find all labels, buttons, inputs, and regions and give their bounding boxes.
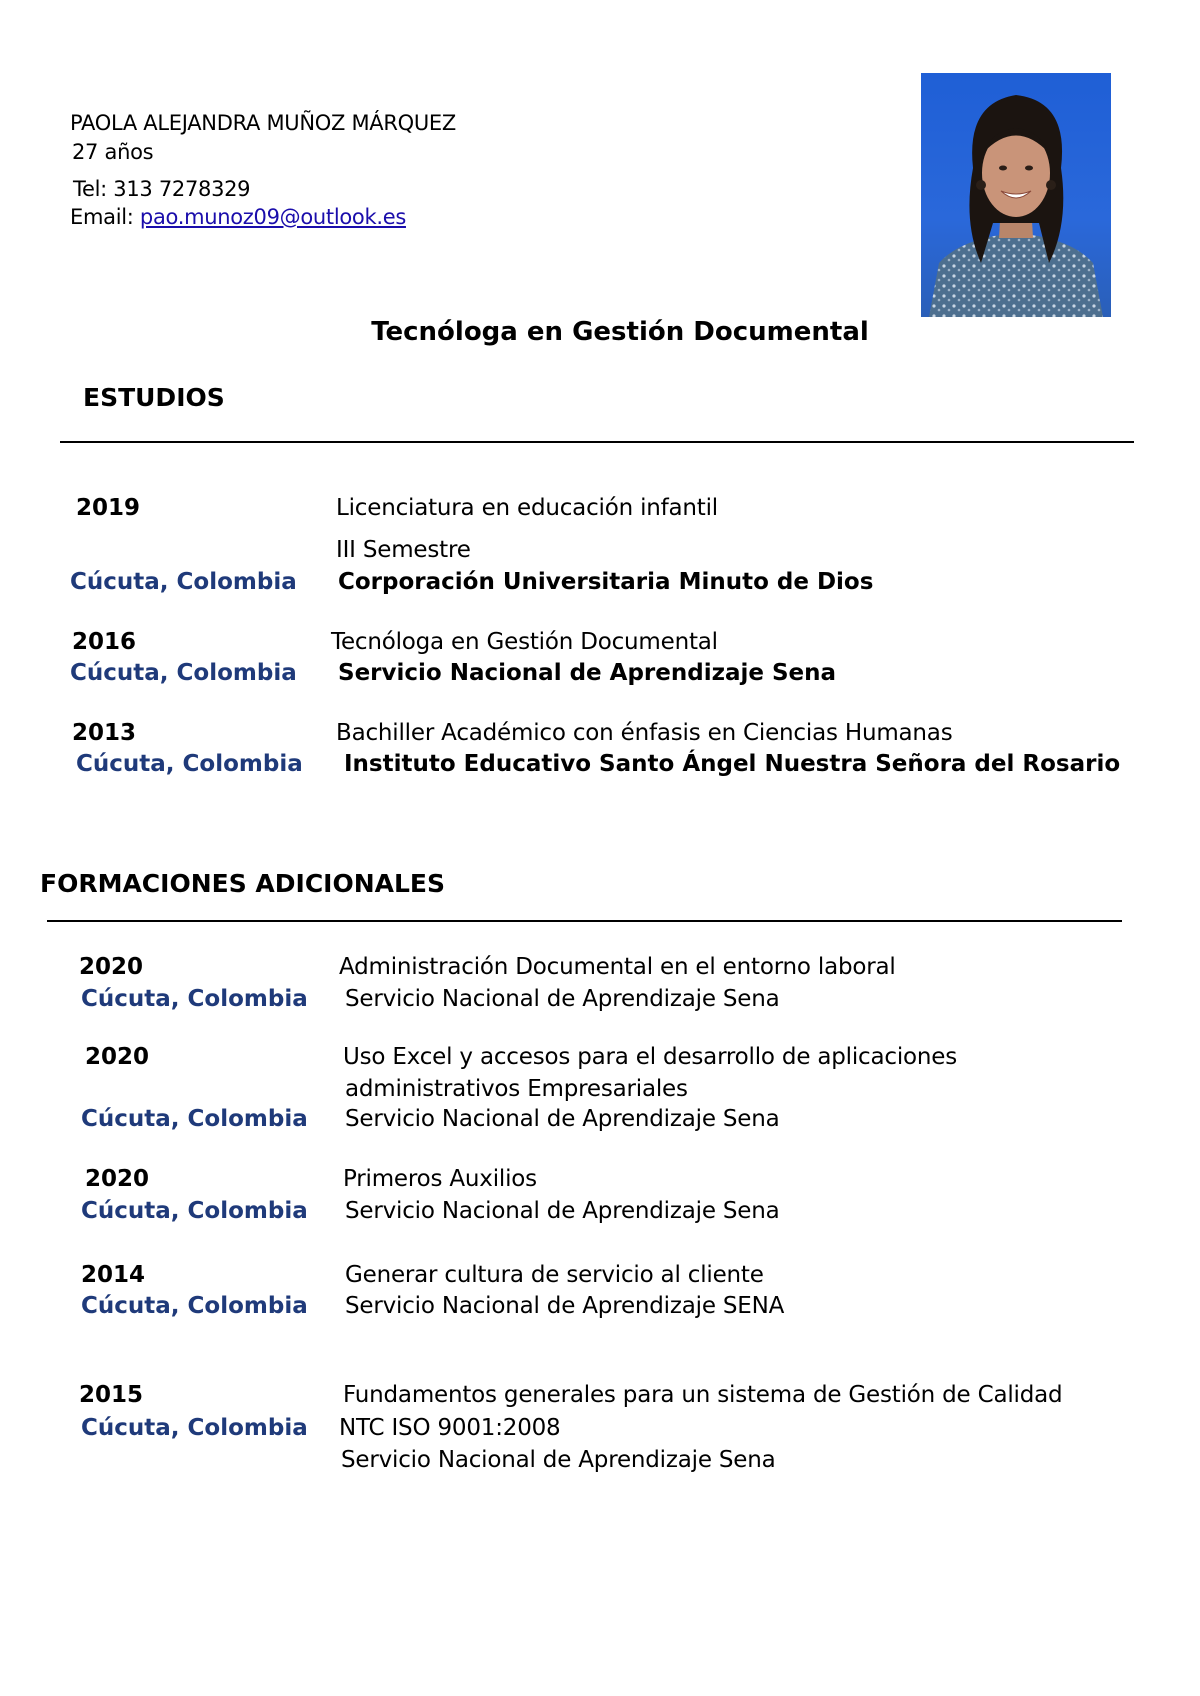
formacion-institution: Servicio Nacional de Aprendizaje Sena <box>345 1198 780 1224</box>
estudio-institution: Instituto Educativo Santo Ángel Nuestra Señora del Rosario <box>344 751 1121 777</box>
section-divider <box>60 441 1134 443</box>
formacion-city: Cúcuta, Colombia <box>81 986 308 1012</box>
estudio-year: 2019 <box>76 495 141 521</box>
formacion-city: Cúcuta, Colombia <box>81 1293 308 1319</box>
email-link[interactable]: pao.munoz09@outlook.es <box>139 205 406 229</box>
estudio-year: 2013 <box>72 720 137 746</box>
formacion-course-line2: NTC ISO 9001:2008 <box>339 1415 561 1441</box>
formacion-year: 2020 <box>85 1044 150 1070</box>
applicant-age: 27 años <box>72 140 154 164</box>
formacion-course: Administración Documental en el entorno laboral <box>339 954 896 980</box>
email-label: Email: <box>70 205 140 229</box>
formacion-course: Generar cultura de servicio al cliente <box>345 1262 764 1288</box>
formacion-year: 2015 <box>79 1382 144 1408</box>
applicant-name: PAOLA ALEJANDRA MUÑOZ MÁRQUEZ <box>70 111 456 135</box>
formacion-institution: Servicio Nacional de Aprendizaje Sena <box>345 1106 780 1132</box>
estudio-degree: Tecnóloga en Gestión Documental <box>331 629 718 655</box>
applicant-phone: Tel: 313 7278329 <box>73 177 251 201</box>
formacion-institution: Servicio Nacional de Aprendizaje Sena <box>341 1447 776 1473</box>
estudio-city: Cúcuta, Colombia <box>70 660 297 686</box>
estudio-year: 2016 <box>72 629 137 655</box>
formacion-city: Cúcuta, Colombia <box>81 1106 308 1132</box>
estudios-heading: ESTUDIOS <box>83 383 225 412</box>
estudio-city: Cúcuta, Colombia <box>76 751 303 777</box>
professional-title: Tecnóloga en Gestión Documental <box>371 317 869 347</box>
estudio-degree: Licenciatura en educación infantil <box>336 495 718 521</box>
section-divider <box>47 920 1122 922</box>
profile-photo <box>921 73 1111 317</box>
formacion-course: Fundamentos generales para un sistema de Gestión de Calidad <box>343 1382 1063 1408</box>
formaciones-heading: FORMACIONES ADICIONALES <box>40 869 446 898</box>
estudio-city: Cúcuta, Colombia <box>70 569 297 595</box>
formacion-course: Primeros Auxilios <box>343 1166 537 1192</box>
formacion-institution: Servicio Nacional de Aprendizaje Sena <box>345 986 780 1012</box>
formacion-year: 2014 <box>81 1262 146 1288</box>
formacion-institution: Servicio Nacional de Aprendizaje SENA <box>345 1293 785 1319</box>
formacion-year: 2020 <box>79 954 144 980</box>
estudio-institution: Servicio Nacional de Aprendizaje Sena <box>338 660 837 686</box>
estudio-degree: Bachiller Académico con énfasis en Ciencias Humanas <box>336 720 953 746</box>
formacion-course-line2: administrativos Empresariales <box>345 1076 688 1102</box>
estudio-institution: Corporación Universitaria Minuto de Dios <box>338 569 874 595</box>
formacion-city: Cúcuta, Colombia <box>81 1415 308 1441</box>
estudio-detail: III Semestre <box>336 537 471 563</box>
formacion-course: Uso Excel y accesos para el desarrollo de aplicaciones <box>343 1044 958 1070</box>
applicant-email-row <box>70 205 406 229</box>
formacion-year: 2020 <box>85 1166 150 1192</box>
formacion-city: Cúcuta, Colombia <box>81 1198 308 1224</box>
